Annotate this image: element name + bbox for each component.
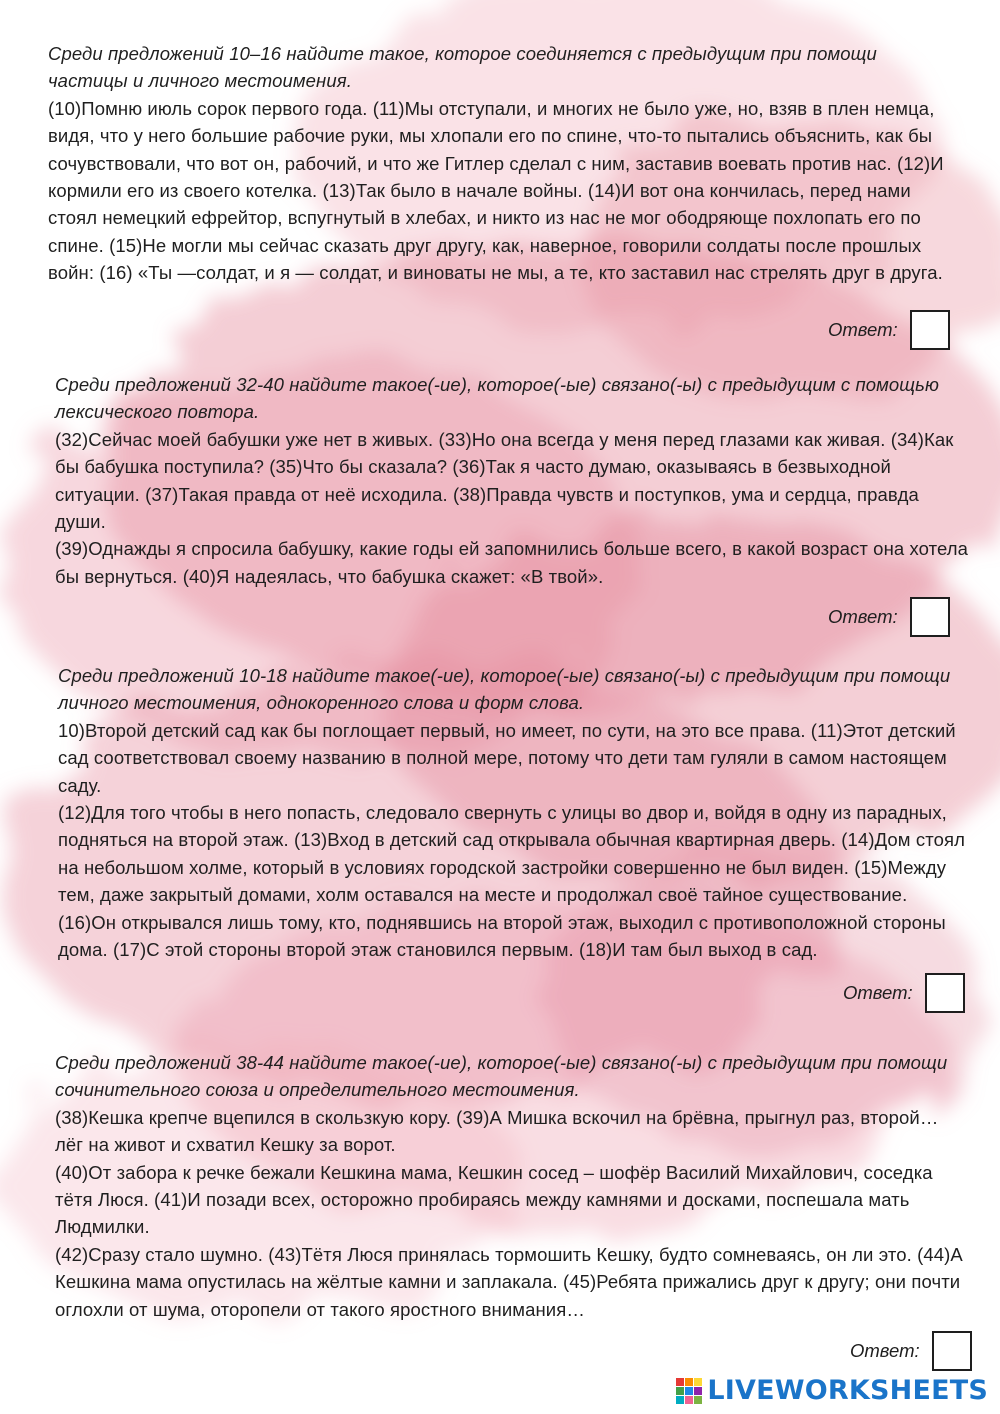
task-1 xyxy=(48,40,958,287)
answer-input-box[interactable] xyxy=(932,1331,972,1371)
answer-label: Ответ: xyxy=(843,982,913,1003)
task-paragraph: 10)Второй детский сад как бы поглощает первый, но имеет, по сути, на это все права. (11)Этот детский сад соответствовал своему названию в полной мере, потому что дети там гуляли в самом настоящем саду. xyxy=(58,719,956,796)
task-question: Среди предложений 10–16 найдите такое, которое соединяется с предыдущим при помощи частицы и личного местоимения. xyxy=(48,43,877,92)
task-paragraph: (39)Однажды я спросила бабушку, какие годы ей запомнились больше всего, в какой возраст она хотела бы вернуться. (40)Я надеялась, что бабушка скажет: «В твой». xyxy=(55,538,969,587)
answer-1 xyxy=(828,310,950,350)
brand-name: LIVEWORKSHEETS xyxy=(707,1375,988,1406)
liveworksheets-logo-icon xyxy=(676,1378,702,1404)
task-paragraph: (38)Кешка крепче вцепился в скользкую кору. (39)А Мишка вскочил на брёвна, прыгнул раз, второй… лёг на живот и схватил Кешку за ворот. xyxy=(55,1106,939,1156)
task-question: Среди предложений 10-18 найдите такое(-ие), которое(-ые) связано(-ы) с предыдущим при помощи личного местоимения, однокоренного слова и форм слова. xyxy=(58,665,951,714)
task-paragraph: (40)От забора к речке бежали Кешкина мама, Кешкин сосед – шофёр Василий Михайлович, соседка тётя Люся. (41)И позади всех, осторожно пробираясь между камнями и досками, поспешала мать Людмилки. xyxy=(55,1161,933,1238)
task-paragraph: (32)Сейчас моей бабушки уже нет в живых. (33)Но она всегда у меня перед глазами как живая. (34)Как бы бабушка поступила? (35)Что бы сказала? (36)Так я часто думаю, оказываясь в безвыходной ситуации. (37)Такая правда от неё исходила. (38)Правда чувств и поступков, ума и сердца, правда души. xyxy=(55,428,954,533)
task-paragraph: (42)Сразу стало шумно. (43)Тётя Люся принялась тормошить Кешку, будто сомневаясь, он ли это. (44)А Кешкина мама опустилась на жёлтые камни и заплакала. (45)Ребята прижались друг к другу; они почти оглохли от шума, оторопели от такого яростного внимания… xyxy=(55,1243,963,1320)
task-2 xyxy=(55,371,970,590)
task-4 xyxy=(55,1049,970,1323)
task-question: Среди предложений 32-40 найдите такое(-ие), которое(-ые) связано(-ы) с предыдущим с помощью лексического повтора. xyxy=(55,374,939,423)
task-paragraph: (12)Для того чтобы в него попасть, следовало свернуть с улицы во двор и, войдя в одну из парадных, подняться на второй этаж. (13)Вход в детский сад открывала обычная квартирная дверь. (14)Дом стоял на небольшом холме, который в условиях городской застройки совершенно не был виден. (15)Между тем, даже закрытый домами, холм оставался на месте и продолжал своё тайное существование. (16)Он открывался лишь тому, кто, поднявшись на второй этаж, выходил с противоположной стороны дома. (17)С этой стороны второй этаж становился первым. (18)И там был выход в сад. xyxy=(58,802,965,961)
answer-label: Ответ: xyxy=(828,606,898,627)
task-3 xyxy=(58,662,970,963)
answer-input-box[interactable] xyxy=(910,597,950,637)
task-paragraph: (10)Помню июль сорок первого года. (11)Мы отступали, и многих не было уже, но, взяв в плен немца, видя, что у него большие рабочие руки, мы хлопали его по спине, что-то пытались объяснить, как бы сочувствовали, что вот он, рабочий, и что же Гитлер сделал с ним, заставив воевать против нас. (12)И кормили его из своего котелка. (13)Так было в начале войны. (14)И вот она кончилась, перед нами стоял немецкий ефрейтор, вспугнутый в хлебах, и никто из нас не мог ободряюще похлопать его по спине. (15)Не могли мы сейчас сказать друг другу, как, наверное, говорили солдаты после прошлых войн: (16) «Ты —солдат, и я — солдат, и виноваты не мы, а те, кто заставил нас стрелять друг в друга. xyxy=(48,97,944,284)
answer-2 xyxy=(828,597,950,637)
liveworksheets-brand xyxy=(676,1375,988,1406)
answer-label: Ответ: xyxy=(850,1340,920,1361)
answer-label: Ответ: xyxy=(828,319,898,340)
task-question: Среди предложений 38-44 найдите такое(-ие), которое(-ые) связано(-ы) с предыдущим при помощи сочинительного союза и определительного местоимения. xyxy=(55,1052,948,1101)
answer-input-box[interactable] xyxy=(910,310,950,350)
answer-input-box[interactable] xyxy=(925,973,965,1013)
answer-4 xyxy=(850,1331,972,1371)
answer-3 xyxy=(843,973,965,1013)
